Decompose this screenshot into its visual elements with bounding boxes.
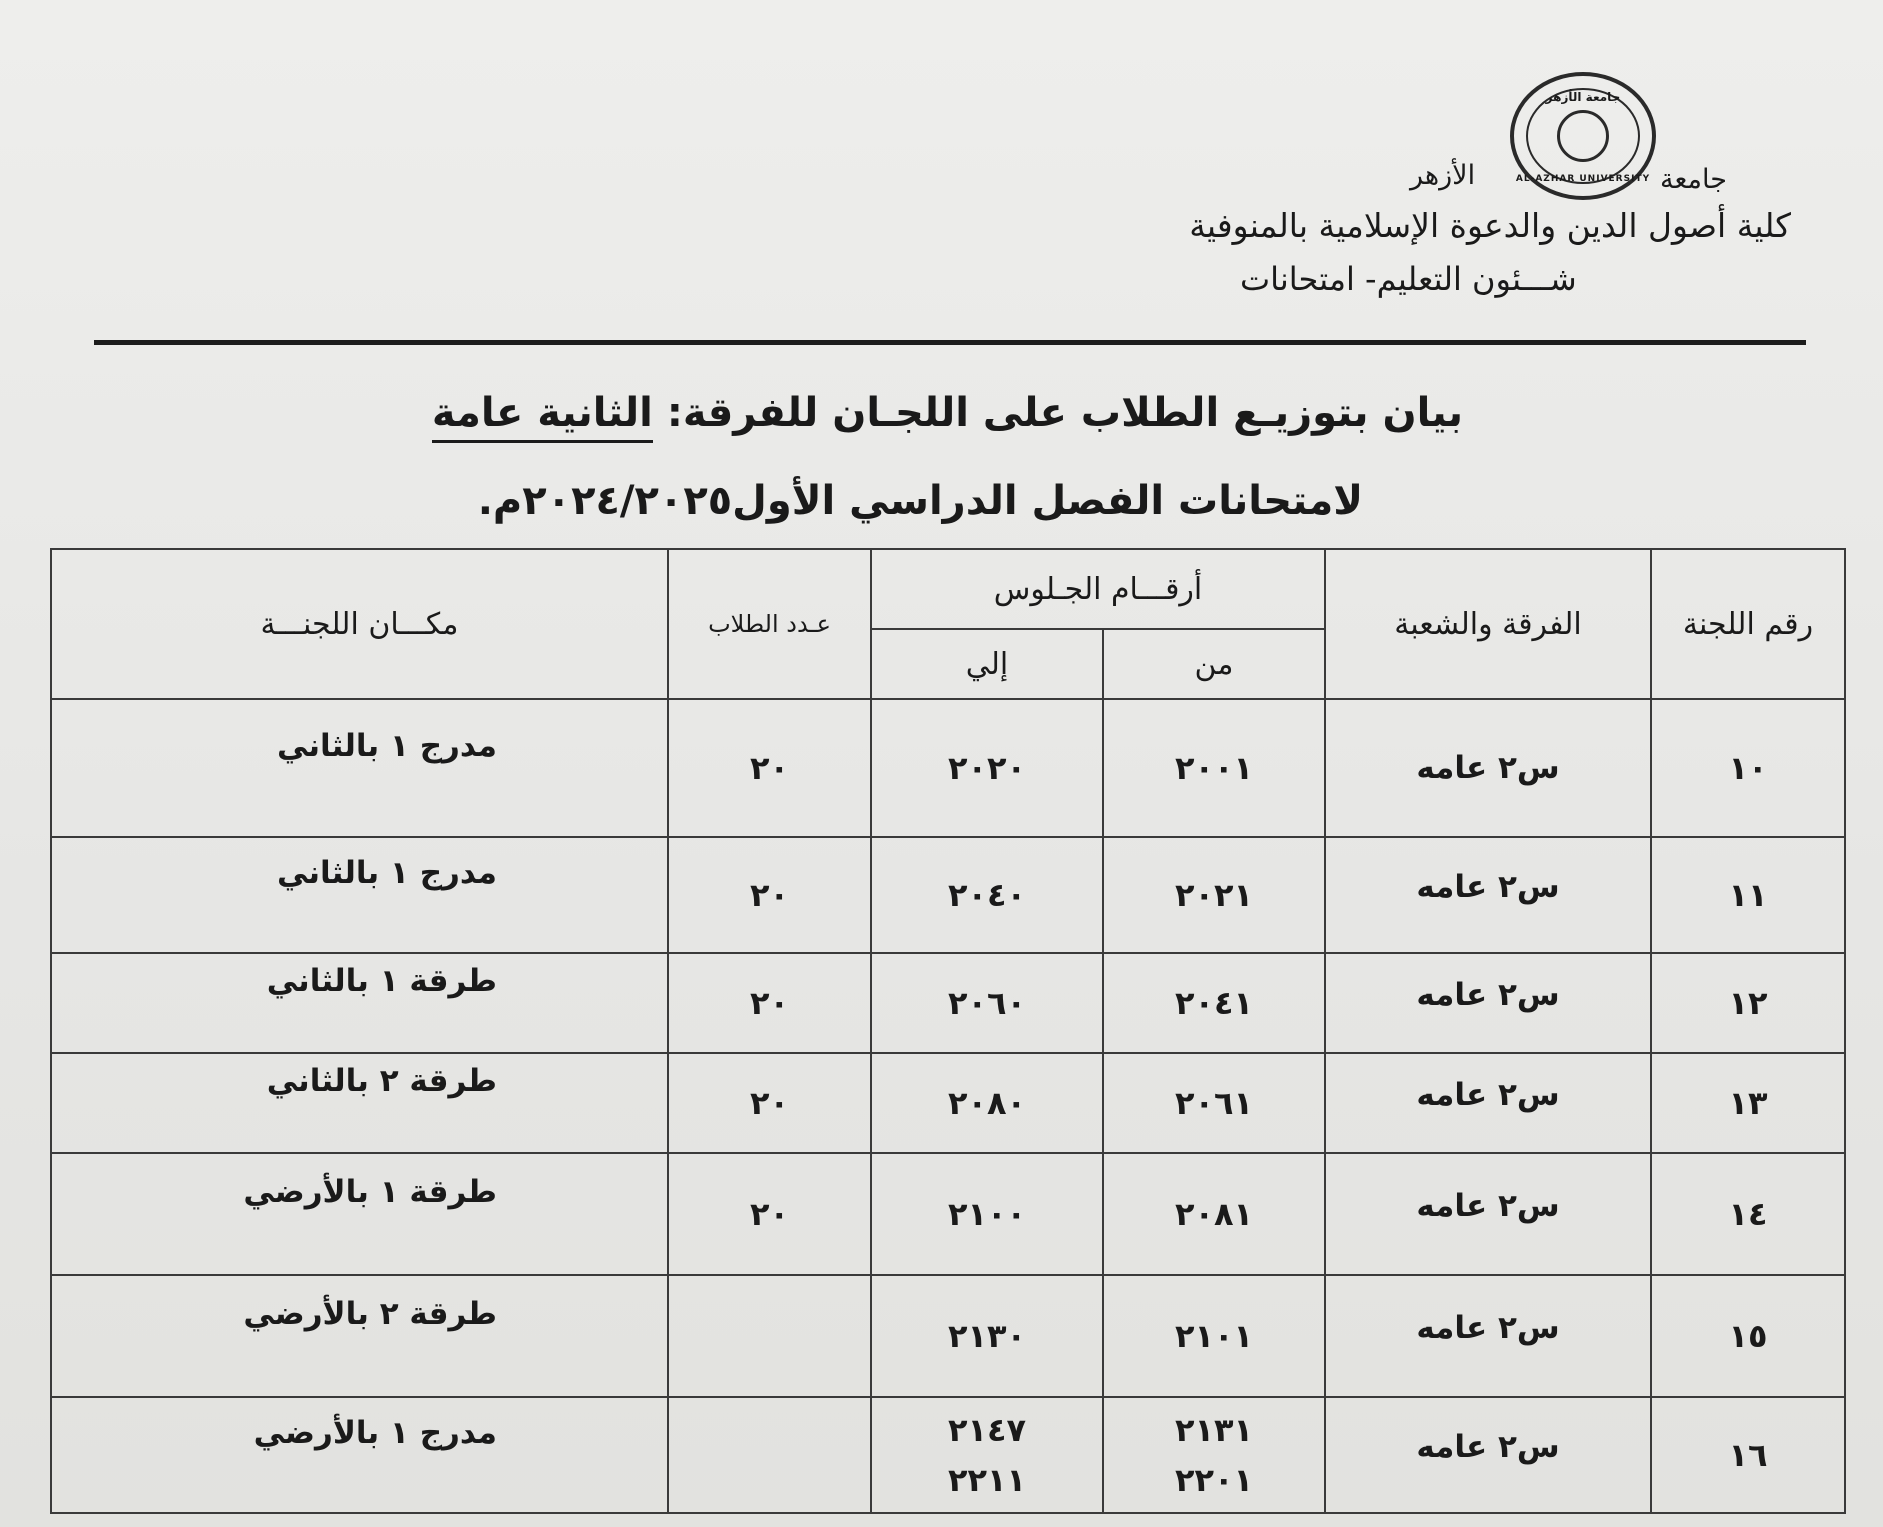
location-text: طرقة ١ بالثاني	[266, 963, 497, 999]
location-text: طرقة ٢ بالثاني	[266, 1063, 497, 1099]
division-text: س٢ عامه	[1416, 750, 1560, 786]
header-department: شـــئون التعليم- امتحانات	[1240, 260, 1577, 298]
cell-count: ٢٠	[668, 837, 871, 953]
division-text: س٢ عامه	[1416, 1429, 1560, 1465]
cell-count: ٢٠	[668, 699, 871, 837]
cell-division	[1325, 953, 1651, 1053]
document-subtitle: لامتحانات الفصل الدراسي الأول٢٠٢٤/٢٠٢٥م.	[477, 478, 1363, 524]
cell-count	[668, 1275, 871, 1397]
cell-location	[51, 699, 668, 837]
header-to: إلي	[871, 629, 1103, 699]
cell-from-line-2: ٢٢٠١	[1174, 1461, 1254, 1499]
location-text: مدرج ١ بالثاني	[276, 728, 497, 764]
cell-from	[1103, 1397, 1325, 1513]
table-row	[51, 1275, 1845, 1397]
cell-to: ٢٠٦٠	[871, 953, 1103, 1053]
cell-count: ٢٠	[668, 1153, 871, 1275]
cell-location	[51, 953, 668, 1053]
seal-text-bottom: AL-AZHAR UNIVERSITY	[1515, 174, 1651, 184]
cell-to: ٢١٠٠	[871, 1153, 1103, 1275]
cell-to: ٢٠٤٠	[871, 837, 1103, 953]
cell-from: ٢٠٠١	[1103, 699, 1325, 837]
title-prefix: بيان بتوزيـع الطلاب على اللجـان للفرقة:	[652, 390, 1463, 436]
cell-division	[1325, 1053, 1651, 1153]
header-from: من	[1103, 629, 1325, 699]
cell-committee: ١٠	[1651, 699, 1845, 837]
cell-location	[51, 1397, 668, 1513]
header-jamia: جامعة	[1660, 164, 1727, 195]
cell-to-line-1: ٢١٤٧	[947, 1411, 1027, 1449]
division-text: س٢ عامه	[1416, 1188, 1560, 1224]
header-azhar: الأزهر	[1410, 160, 1476, 191]
cell-count	[668, 1397, 871, 1513]
header-seat-numbers: أرقـــام الجـلوس	[871, 549, 1325, 629]
cell-to	[871, 1397, 1103, 1513]
cell-from: ٢٠٨١	[1103, 1153, 1325, 1275]
cell-division	[1325, 699, 1651, 837]
cell-committee: ١٥	[1651, 1275, 1845, 1397]
location-text: طرقة ١ بالأرضي	[243, 1174, 497, 1210]
cell-location	[51, 1153, 668, 1275]
location-text: مدرج ١ بالأرضي	[253, 1415, 497, 1451]
cell-from: ٢٠٦١	[1103, 1053, 1325, 1153]
cell-committee: ١٤	[1651, 1153, 1845, 1275]
division-text: س٢ عامه	[1416, 869, 1560, 905]
cell-from-line-1: ٢١٣١	[1174, 1411, 1254, 1449]
division-text: س٢ عامه	[1416, 977, 1560, 1013]
committee-distribution-table	[50, 548, 1846, 1514]
header-college: كلية أصول الدين والدعوة الإسلامية بالمنوفية	[1189, 206, 1791, 245]
table-row	[51, 1397, 1845, 1513]
table-row	[51, 1153, 1845, 1275]
table-row	[51, 837, 1845, 953]
division-text: س٢ عامه	[1416, 1310, 1560, 1346]
university-seal	[1510, 72, 1656, 200]
header-location: مكـــان اللجنـــة	[51, 549, 668, 699]
table-row	[51, 699, 1845, 837]
cell-division	[1325, 837, 1651, 953]
location-text: مدرج ١ بالثاني	[276, 855, 497, 891]
cell-from: ٢٠٢١	[1103, 837, 1325, 953]
table-row	[51, 1053, 1845, 1153]
header-level-division: الفرقة والشعبة	[1325, 549, 1651, 699]
cell-division	[1325, 1275, 1651, 1397]
cell-committee: ١١	[1651, 837, 1845, 953]
cell-to: ٢٠٢٠	[871, 699, 1103, 837]
cell-from: ٢١٠١	[1103, 1275, 1325, 1397]
table-row	[51, 953, 1845, 1053]
header-committee-no: رقم اللجنة	[1651, 549, 1845, 699]
document-title	[432, 390, 1463, 436]
cell-location	[51, 1275, 668, 1397]
seal-text-top: جامعة الأزهر	[1545, 90, 1621, 104]
cell-count: ٢٠	[668, 953, 871, 1053]
cell-from: ٢٠٤١	[1103, 953, 1325, 1053]
cell-location	[51, 1053, 668, 1153]
cell-division	[1325, 1397, 1651, 1513]
header-student-count: عـدد الطلاب	[668, 549, 871, 699]
header-divider	[94, 340, 1806, 345]
cell-location	[51, 837, 668, 953]
cell-committee: ١٦	[1651, 1397, 1845, 1513]
cell-to-line-2: ٢٢١١	[947, 1461, 1027, 1499]
cell-committee: ١٢	[1651, 953, 1845, 1053]
division-text: س٢ عامه	[1416, 1077, 1560, 1113]
cell-to: ٢١٣٠	[871, 1275, 1103, 1397]
cell-committee: ١٣	[1651, 1053, 1845, 1153]
title-class-underlined: الثانية عامة	[432, 390, 653, 443]
cell-to: ٢٠٨٠	[871, 1053, 1103, 1153]
location-text: طرقة ٢ بالأرضي	[243, 1296, 497, 1332]
seal-emblem	[1557, 110, 1609, 162]
cell-count: ٢٠	[668, 1053, 871, 1153]
cell-division	[1325, 1153, 1651, 1275]
